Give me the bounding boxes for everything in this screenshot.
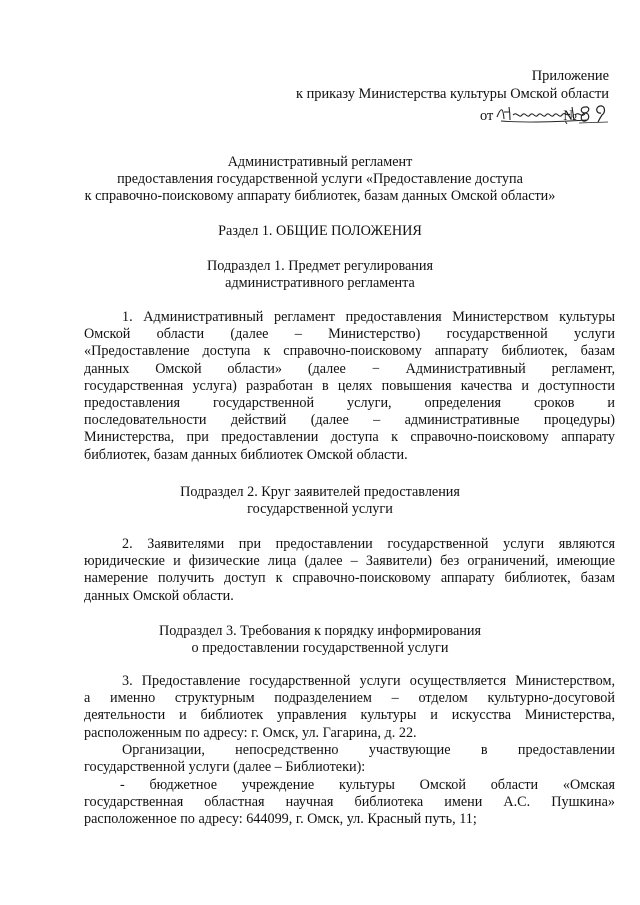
document-title [0,154,640,206]
order-reference: к приказу Министерства культуры Омской области [296,86,609,102]
subsection-3-heading: Подраздел 3. Требования к порядку информирования о предоставлении государственной услуги [158,623,482,657]
subsection-2-heading: Подраздел 2. Круг заявителей предоставления государственной услуги [180,484,460,518]
handwritten-order-number [579,103,609,125]
paragraph-4: Организации, непосредственно участвующие в предоставлении государственной услуги (далее – Библиотеки): [84,742,615,776]
paragraph-5: - бюджетное учреждение культуры Омской области «Омская государственная областная научная библиотека имени А.С. Пушкина» расположенное по адресу: 644099, г. Омск, ул. Красный путь, 11; [84,777,615,828]
subsection-1-heading: Подраздел 1. Предмет регулирования административного регламента [207,258,433,292]
order-date-number [296,103,609,125]
from-label: от [479,108,494,124]
title-line: к справочно-поисковому аппарату библиотек, базам данных Омской области» [84,188,556,205]
paragraph-1: 1. Административный регламент предоставления Министерством культуры Омской области (далее – Министерство) государственной услуги «Предоставление доступа к справочно-поисковому аппарату библиотек, базам данных Омской области» (далее − Административный регламент, государственная услуга) разработан в целях повышения качества и доступности предоставления государственной услуги, определения сроков и последовательности действий (далее – административные процедуры) Министерства, при предоставлении доступа к справочно-поисковому аппарату библиотек, базам данных библиотек Омской области. [84,309,615,463]
appendix-header [296,67,609,125]
paragraph-2: 2. Заявителями при предоставлении государственной услуги являются юридические и физические лица (далее – Заявители) без ограничений, имеющие намерение получить доступ к справочно-поисковому аппарату библиотек, базам данных Омской области. [84,536,615,604]
paragraph-3: 3. Предоставление государственной услуги осуществляется Министерством, а именно структурным подразделением – отделом культурно-досуговой деятельности и библиотек управления культуры и искусства Министерства, расположенным по адресу: г. Омск, ул. Гагарина, д. 22. [84,673,615,741]
title-line: предоставления государственной услуги «Предоставление доступа [117,171,523,188]
section-heading: Раздел 1. ОБЩИЕ ПОЛОЖЕНИЯ [218,223,422,239]
title-line: Административный регламент [227,154,413,170]
appendix-label: Приложение [531,68,609,84]
number-label: № [563,108,577,124]
